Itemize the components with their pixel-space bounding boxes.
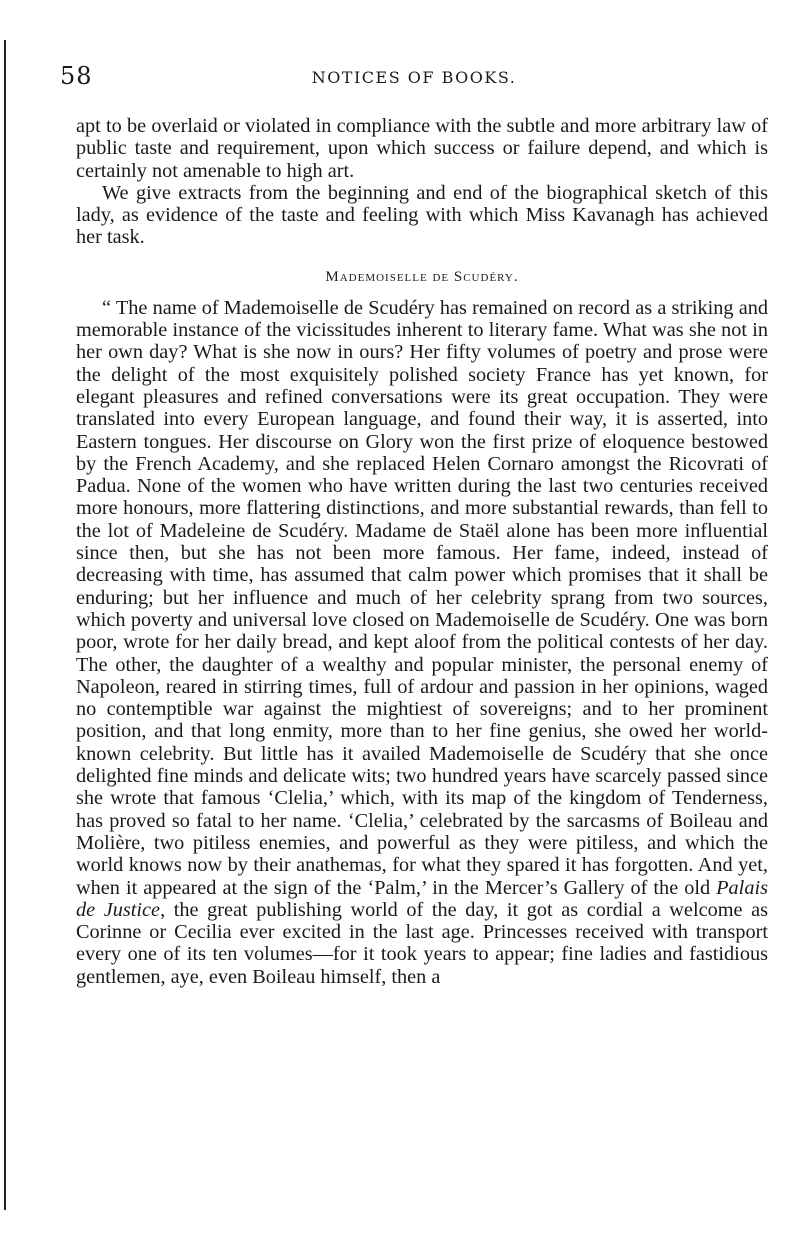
extract-paragraph (76, 297, 768, 988)
page-body (76, 115, 768, 988)
section-heading: Mademoiselle de Scudéry. (325, 268, 519, 285)
page-gutter-rule (4, 40, 6, 1210)
intro-paragraph-1: apt to be overlaid or violated in compliance with the subtle and more arbitrary law of public taste and requirement, upon which success or failure depend, and which is certainly not amenable to high art. (76, 115, 768, 182)
page-header (60, 62, 768, 94)
extract-text-part-2: , the great publishing world of the day, it got as cordial a welcome as Corinne or Cecilia ever excited in the last age. Princesses received with transport every one of its ten volumes—for it took years to appear; fine ladies and fastidious gentlemen, aye, even Boileau himself, then a (76, 898, 768, 988)
extract-text-part-1: “ The name of Mademoiselle de Scudéry has remained on record as a striking and memorable instance of the vicissitudes inherent to literary fame. What was she not in her own day? What is she now in ours? Her fifty volumes of poetry and prose were the delight of the most exquisitely polished society France has yet known, for elegant pleasures and refined conversations were its great occupation. They were translated into every European language, and found their way, it is asserted, into Eastern tongues. Her discourse on Glory won the first prize of eloquence bestowed by the French Academy, and she replaced Helen Cornaro amongst the Ricovrati of Padua. None of the women who have written during the last two centuries received more honours, more flattering distinctions, and more substantial rewards, than fell to the lot of Madeleine de Scudéry. Madame de Staël alone has been more influential since then, but she has not been more famous. Her fame, indeed, instead of decreasing with time, has assumed that calm power which promises that it shall be enduring; but her influence and much of her celebrity sprang from two sources, which poverty and universal love closed on Mademoiselle de Scudéry. One was born poor, wrote for her daily bread, and kept aloof from the political contests of her day. The other, the daughter of a wealthy and popular minister, the personal enemy of Napoleon, reared in stirring times, full of ardour and passion in her opinions, waged no contemptible war against the mightiest of sovereigns; and to her prominent position, and that long enmity, more than to her fine genius, she owed her world-known celebrity. But little has it availed Mademoiselle de Scudéry that she once delighted fine minds and delicate wits; two hundred years have scarcely passed since she wrote that famous ‘Clelia,’ which, with its map of the kingdom of Tenderness, has proved so fatal to her name. ‘Clelia,’ celebrated by the sarcasms of Boileau and Molière, two pitiless enemies, and powerful as they were pitiless, and which the world knows now by their anathemas, for what they spared it has forgotten. And yet, when it appeared at the sign of the ‘Palm,’ in the Mercer’s Gallery of the old (76, 296, 768, 899)
page-number: 58 (60, 62, 93, 90)
running-head: NOTICES OF BOOKS. (311, 68, 517, 87)
extract-italic-phrase: Palais de Justice (76, 876, 768, 921)
intro-paragraph-2: We give extracts from the beginning and end of the biographical sketch of this lady, as evidence of the taste and feeling with which Miss Kavanagh has achieved her task. (76, 181, 768, 249)
